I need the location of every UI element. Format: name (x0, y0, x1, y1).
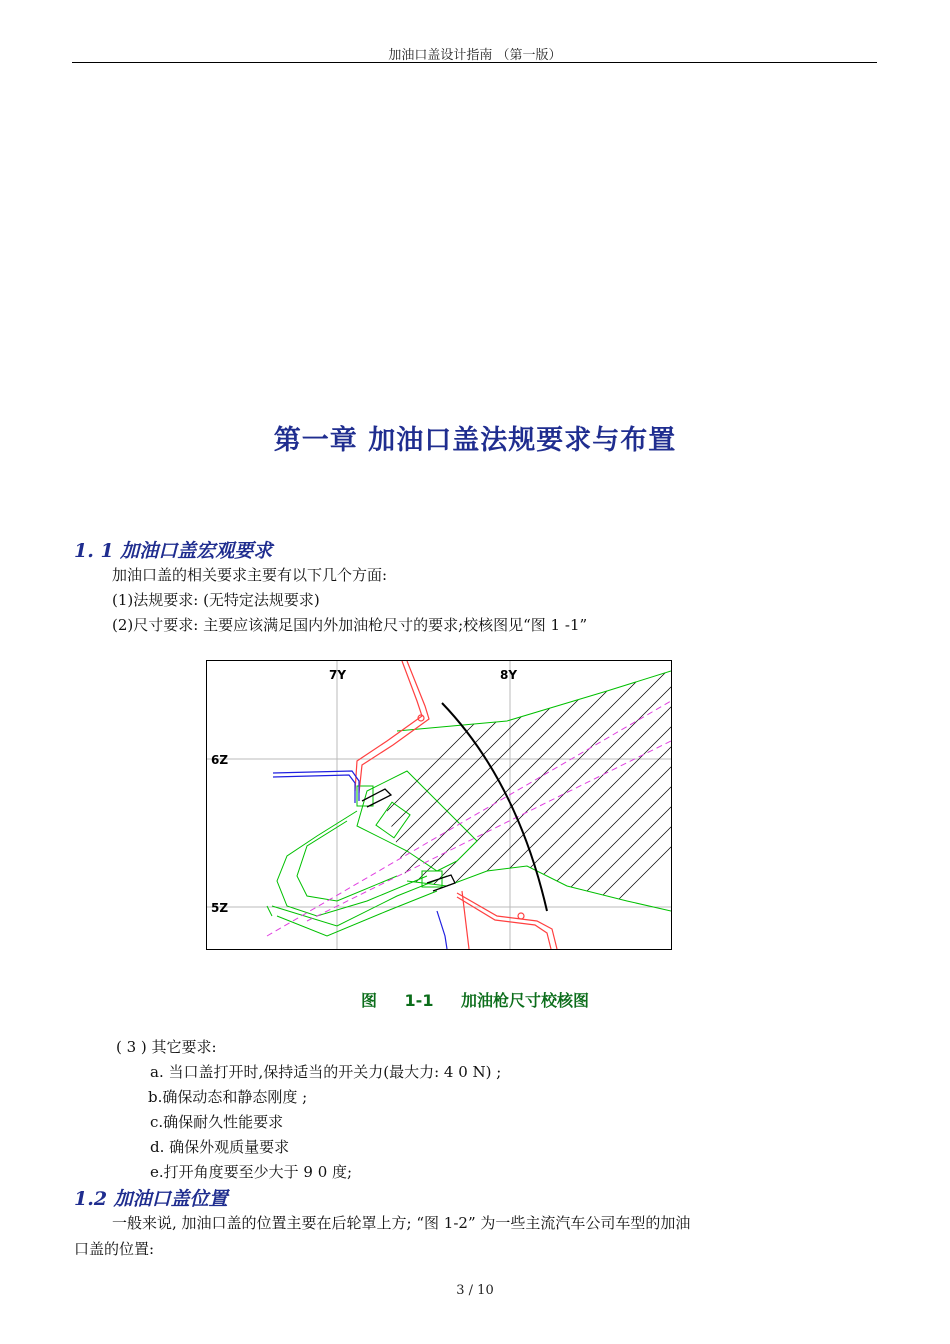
section-1-1-intro: 加油口盖的相关要求主要有以下几个方面: (112, 566, 388, 584)
page-header-title: 加油口盖设计指南 （第一版） (388, 48, 562, 63)
hinge-detail (362, 789, 455, 891)
axis-label-8y: 8Y (500, 668, 518, 682)
section-1-1-regulation: (1)法规要求: (无特定法规要求) (112, 591, 320, 609)
figure-1-1-diagram (206, 660, 672, 950)
axis-label-6z: 6Z (211, 753, 229, 767)
axis-label-5z: 5Z (211, 901, 229, 915)
requirement-item-e: e.打开角度要至少大于 9 0 度; (150, 1163, 353, 1181)
section-1-1-dimension: (2)尺寸要求: 主要应该满足国内外加油枪尺寸的要求;校核图见“图 1 -1” (112, 616, 588, 634)
requirement-item-b: b.确保动态和静态刚度 ; (148, 1088, 308, 1106)
figure-1-1-caption: 图 1-1 加油枪尺寸校核图 (360, 991, 590, 1010)
section-heading-1-1: 1. 1 加油口盖宏观要求 (74, 540, 273, 562)
section-1-2-line-1: 一般来说, 加油口盖的位置主要在后轮罩上方; “图 1-2” 为一些主流汽车公司车型的加油 (112, 1214, 691, 1232)
requirement-item-c: c.确保耐久性能要求 (150, 1113, 284, 1131)
requirement-item-d: d. 确保外观质量要求 (150, 1138, 290, 1156)
page-number: 3 / 10 (456, 1283, 494, 1298)
header-rule (72, 62, 877, 63)
body-panel-section (355, 661, 557, 949)
section-1-2-line-2: 口盖的位置: (74, 1240, 155, 1258)
axis-label-7y: 7Y (329, 668, 347, 682)
fuel-nozzle-check-drawing (207, 661, 671, 949)
other-requirements-title: ( 3 ) 其它要求: (116, 1038, 217, 1056)
chapter-title: 第一章 加油口盖法规要求与布置 (273, 425, 677, 456)
section-heading-1-2: 1.2 加油口盖位置 (74, 1188, 228, 1210)
hatched-clearance-zone (237, 661, 671, 949)
requirement-item-a: a. 当口盖打开时,保持适当的开关力(最大力: 4 0 N) ; (150, 1063, 502, 1081)
